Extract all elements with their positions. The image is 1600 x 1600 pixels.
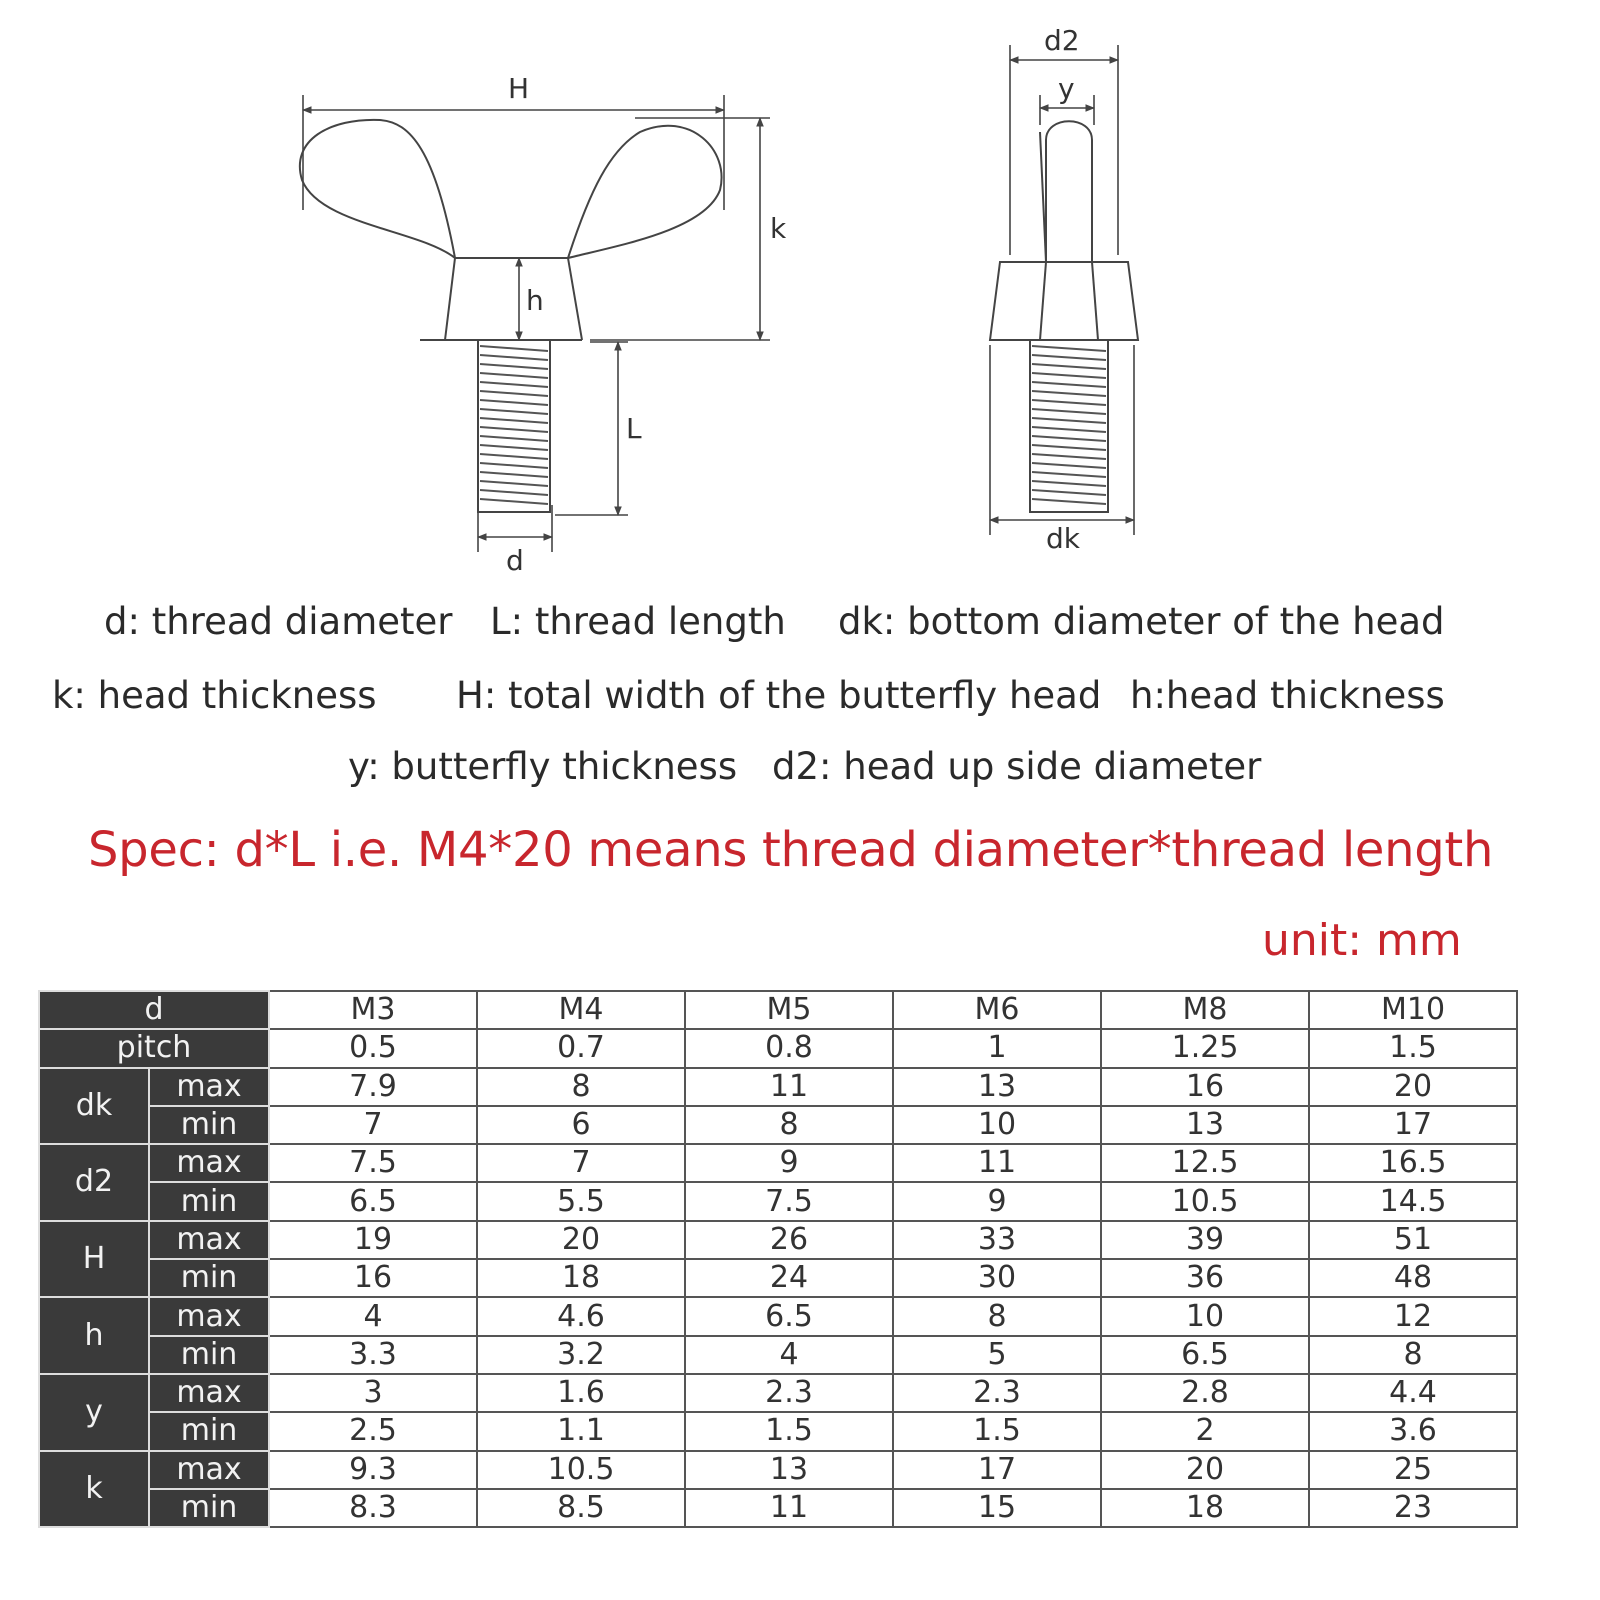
legend-h: h:head thickness xyxy=(1130,674,1445,717)
thread-line xyxy=(480,463,548,468)
table-row xyxy=(39,1412,1517,1450)
group-header-y: y xyxy=(39,1374,149,1451)
table-row xyxy=(39,1259,1517,1297)
value-cell: 2.3 xyxy=(685,1374,893,1412)
thread-line xyxy=(480,427,548,432)
group-header-dk: dk xyxy=(39,1068,149,1145)
value-cell: 4 xyxy=(269,1297,477,1335)
front-wing-outline xyxy=(300,120,455,258)
table-row xyxy=(39,1297,1517,1335)
value-cell: 12 xyxy=(1309,1297,1517,1335)
value-cell: 6 xyxy=(477,1106,685,1144)
group-header-h: h xyxy=(39,1297,149,1374)
value-cell: 48 xyxy=(1309,1259,1517,1297)
value-cell: 10.5 xyxy=(1101,1182,1309,1220)
table-row xyxy=(39,1068,1517,1106)
value-cell: 5 xyxy=(893,1336,1101,1374)
value-cell: 18 xyxy=(1101,1489,1309,1527)
value-cell: 19 xyxy=(269,1221,477,1259)
value-cell: 39 xyxy=(1101,1221,1309,1259)
thread-line xyxy=(1032,400,1106,405)
value-cell: 6.5 xyxy=(685,1297,893,1335)
value-cell: 2 xyxy=(1101,1412,1309,1450)
label-k: k xyxy=(770,212,787,245)
subheader-min: min xyxy=(149,1489,269,1527)
value-cell: 25 xyxy=(1309,1451,1517,1489)
table-row xyxy=(39,1451,1517,1489)
size-cell: M5 xyxy=(685,991,893,1029)
label-H: H xyxy=(508,72,530,105)
value-cell: 12.5 xyxy=(1101,1144,1309,1182)
thread-line xyxy=(480,355,548,360)
subheader-max: max xyxy=(149,1221,269,1259)
thread-line xyxy=(1032,472,1106,477)
value-cell: 9.3 xyxy=(269,1451,477,1489)
value-cell: 23 xyxy=(1309,1489,1517,1527)
legend-k: k: head thickness xyxy=(52,674,377,717)
thread-line xyxy=(480,373,548,378)
value-cell: 2.8 xyxy=(1101,1374,1309,1412)
value-cell: 10 xyxy=(893,1106,1101,1144)
size-cell: M8 xyxy=(1101,991,1309,1029)
value-cell: 13 xyxy=(1101,1106,1309,1144)
table-row xyxy=(39,1336,1517,1374)
value-cell: 4 xyxy=(685,1336,893,1374)
thread-line xyxy=(1032,427,1106,432)
table-row-d xyxy=(39,991,1517,1029)
value-cell: 3.3 xyxy=(269,1336,477,1374)
value-cell: 5.5 xyxy=(477,1182,685,1220)
value-cell: 20 xyxy=(477,1221,685,1259)
subheader-max: max xyxy=(149,1144,269,1182)
side-view xyxy=(990,121,1138,512)
thread-line xyxy=(1032,364,1106,369)
value-cell: 14.5 xyxy=(1309,1182,1517,1220)
value-cell: 10 xyxy=(1101,1297,1309,1335)
table-row xyxy=(39,1182,1517,1220)
value-cell: 11 xyxy=(893,1144,1101,1182)
pitch-cell: 1.5 xyxy=(1309,1029,1517,1067)
value-cell: 3.6 xyxy=(1309,1412,1517,1450)
thread-line xyxy=(1032,355,1106,360)
pitch-cell: 1.25 xyxy=(1101,1029,1309,1067)
label-d2: d2 xyxy=(1044,24,1080,57)
value-cell: 3 xyxy=(269,1374,477,1412)
subheader-min: min xyxy=(149,1106,269,1144)
label-d: d xyxy=(506,544,524,577)
value-cell: 51 xyxy=(1309,1221,1517,1259)
table-row xyxy=(39,1374,1517,1412)
value-cell: 17 xyxy=(893,1451,1101,1489)
label-L: L xyxy=(626,412,642,445)
value-cell: 17 xyxy=(1309,1106,1517,1144)
thread-line xyxy=(1032,445,1106,450)
pitch-cell: 0.5 xyxy=(269,1029,477,1067)
value-cell: 26 xyxy=(685,1221,893,1259)
thread-line xyxy=(1032,391,1106,396)
subheader-max: max xyxy=(149,1297,269,1335)
thread-line xyxy=(480,436,548,441)
thread-line xyxy=(480,409,548,414)
thread-line xyxy=(1032,481,1106,486)
pitch-cell: 1 xyxy=(893,1029,1101,1067)
thread-line xyxy=(1032,463,1106,468)
thread-line xyxy=(1032,454,1106,459)
size-cell: M4 xyxy=(477,991,685,1029)
front-thread-lines xyxy=(480,346,548,504)
thread-line xyxy=(1032,490,1106,495)
subheader-max: max xyxy=(149,1374,269,1412)
thread-line xyxy=(480,400,548,405)
thread-line xyxy=(1032,418,1106,423)
thread-line xyxy=(480,481,548,486)
value-cell: 3.2 xyxy=(477,1336,685,1374)
thread-line xyxy=(1032,382,1106,387)
subheader-min: min xyxy=(149,1336,269,1374)
table-row-pitch xyxy=(39,1029,1517,1067)
value-cell: 36 xyxy=(1101,1259,1309,1297)
size-cell: M6 xyxy=(893,991,1101,1029)
value-cell: 9 xyxy=(893,1182,1101,1220)
group-header-H: H xyxy=(39,1221,149,1298)
value-cell: 16.5 xyxy=(1309,1144,1517,1182)
thread-line xyxy=(480,472,548,477)
value-cell: 2.5 xyxy=(269,1412,477,1450)
value-cell: 1.6 xyxy=(477,1374,685,1412)
thread-line xyxy=(480,490,548,495)
value-cell: 1.5 xyxy=(893,1412,1101,1450)
thread-line xyxy=(1032,409,1106,414)
value-cell: 6.5 xyxy=(269,1182,477,1220)
value-cell: 2.3 xyxy=(893,1374,1101,1412)
subheader-max: max xyxy=(149,1068,269,1106)
value-cell: 30 xyxy=(893,1259,1101,1297)
thread-line xyxy=(480,418,548,423)
legend-dk: dk: bottom diameter of the head xyxy=(838,600,1445,643)
value-cell: 7 xyxy=(477,1144,685,1182)
value-cell: 8 xyxy=(1309,1336,1517,1374)
table-row xyxy=(39,1221,1517,1259)
spec-note: Spec: d*L i.e. M4*20 means thread diameter*thread length xyxy=(88,822,1494,878)
table-row xyxy=(39,1144,1517,1182)
side-thread-lines xyxy=(1032,346,1106,504)
header-pitch: pitch xyxy=(39,1029,269,1067)
value-cell: 4.4 xyxy=(1309,1374,1517,1412)
value-cell: 8.3 xyxy=(269,1489,477,1527)
pitch-cell: 0.7 xyxy=(477,1029,685,1067)
value-cell: 11 xyxy=(685,1068,893,1106)
size-cell: M3 xyxy=(269,991,477,1029)
legend-L: L: thread length xyxy=(490,600,786,643)
value-cell: 15 xyxy=(893,1489,1101,1527)
label-h: h xyxy=(526,284,544,317)
size-cell: M10 xyxy=(1309,991,1517,1029)
thread-line xyxy=(1032,373,1106,378)
legend-H: H: total width of the butterfly head xyxy=(456,674,1102,717)
legend-y: y: butterfly thickness xyxy=(348,745,738,788)
legend-d2: d2: head up side diameter xyxy=(772,745,1262,788)
value-cell: 7.5 xyxy=(269,1144,477,1182)
value-cell: 6.5 xyxy=(1101,1336,1309,1374)
value-cell: 10.5 xyxy=(477,1451,685,1489)
front-view xyxy=(300,120,722,512)
header-d: d xyxy=(39,991,269,1029)
subheader-min: min xyxy=(149,1412,269,1450)
value-cell: 20 xyxy=(1101,1451,1309,1489)
thread-line xyxy=(480,445,548,450)
legend-d: d: thread diameter xyxy=(104,600,453,643)
value-cell: 9 xyxy=(685,1144,893,1182)
unit-note: unit: mm xyxy=(1262,915,1462,966)
group-header-k: k xyxy=(39,1451,149,1528)
value-cell: 16 xyxy=(269,1259,477,1297)
thread-line xyxy=(480,382,548,387)
subheader-max: max xyxy=(149,1451,269,1489)
subheader-min: min xyxy=(149,1259,269,1297)
thread-line xyxy=(480,391,548,396)
value-cell: 13 xyxy=(685,1451,893,1489)
value-cell: 16 xyxy=(1101,1068,1309,1106)
value-cell: 8.5 xyxy=(477,1489,685,1527)
thread-line xyxy=(480,454,548,459)
value-cell: 33 xyxy=(893,1221,1101,1259)
label-dk: dk xyxy=(1046,522,1080,555)
value-cell: 11 xyxy=(685,1489,893,1527)
value-cell: 7.5 xyxy=(685,1182,893,1220)
side-wing-outline xyxy=(1046,121,1092,262)
value-cell: 18 xyxy=(477,1259,685,1297)
thread-line xyxy=(480,499,548,504)
side-dimensions xyxy=(990,45,1134,535)
value-cell: 20 xyxy=(1309,1068,1517,1106)
value-cell: 7.9 xyxy=(269,1068,477,1106)
group-header-d2: d2 xyxy=(39,1144,149,1221)
thread-line xyxy=(1032,499,1106,504)
subheader-min: min xyxy=(149,1182,269,1220)
technical-drawing xyxy=(0,0,1600,580)
pitch-cell: 0.8 xyxy=(685,1029,893,1067)
value-cell: 8 xyxy=(477,1068,685,1106)
value-cell: 1.5 xyxy=(685,1412,893,1450)
value-cell: 1.1 xyxy=(477,1412,685,1450)
value-cell: 8 xyxy=(685,1106,893,1144)
table-row xyxy=(39,1106,1517,1144)
thread-line xyxy=(480,346,548,351)
thread-line xyxy=(480,364,548,369)
value-cell: 7 xyxy=(269,1106,477,1144)
value-cell: 24 xyxy=(685,1259,893,1297)
value-cell: 8 xyxy=(893,1297,1101,1335)
front-dimensions xyxy=(303,95,770,552)
thread-line xyxy=(1032,346,1106,351)
spec-table xyxy=(38,990,1518,1528)
value-cell: 13 xyxy=(893,1068,1101,1106)
thread-line xyxy=(1032,436,1106,441)
label-y: y xyxy=(1058,72,1075,105)
table-row xyxy=(39,1489,1517,1527)
value-cell: 4.6 xyxy=(477,1297,685,1335)
